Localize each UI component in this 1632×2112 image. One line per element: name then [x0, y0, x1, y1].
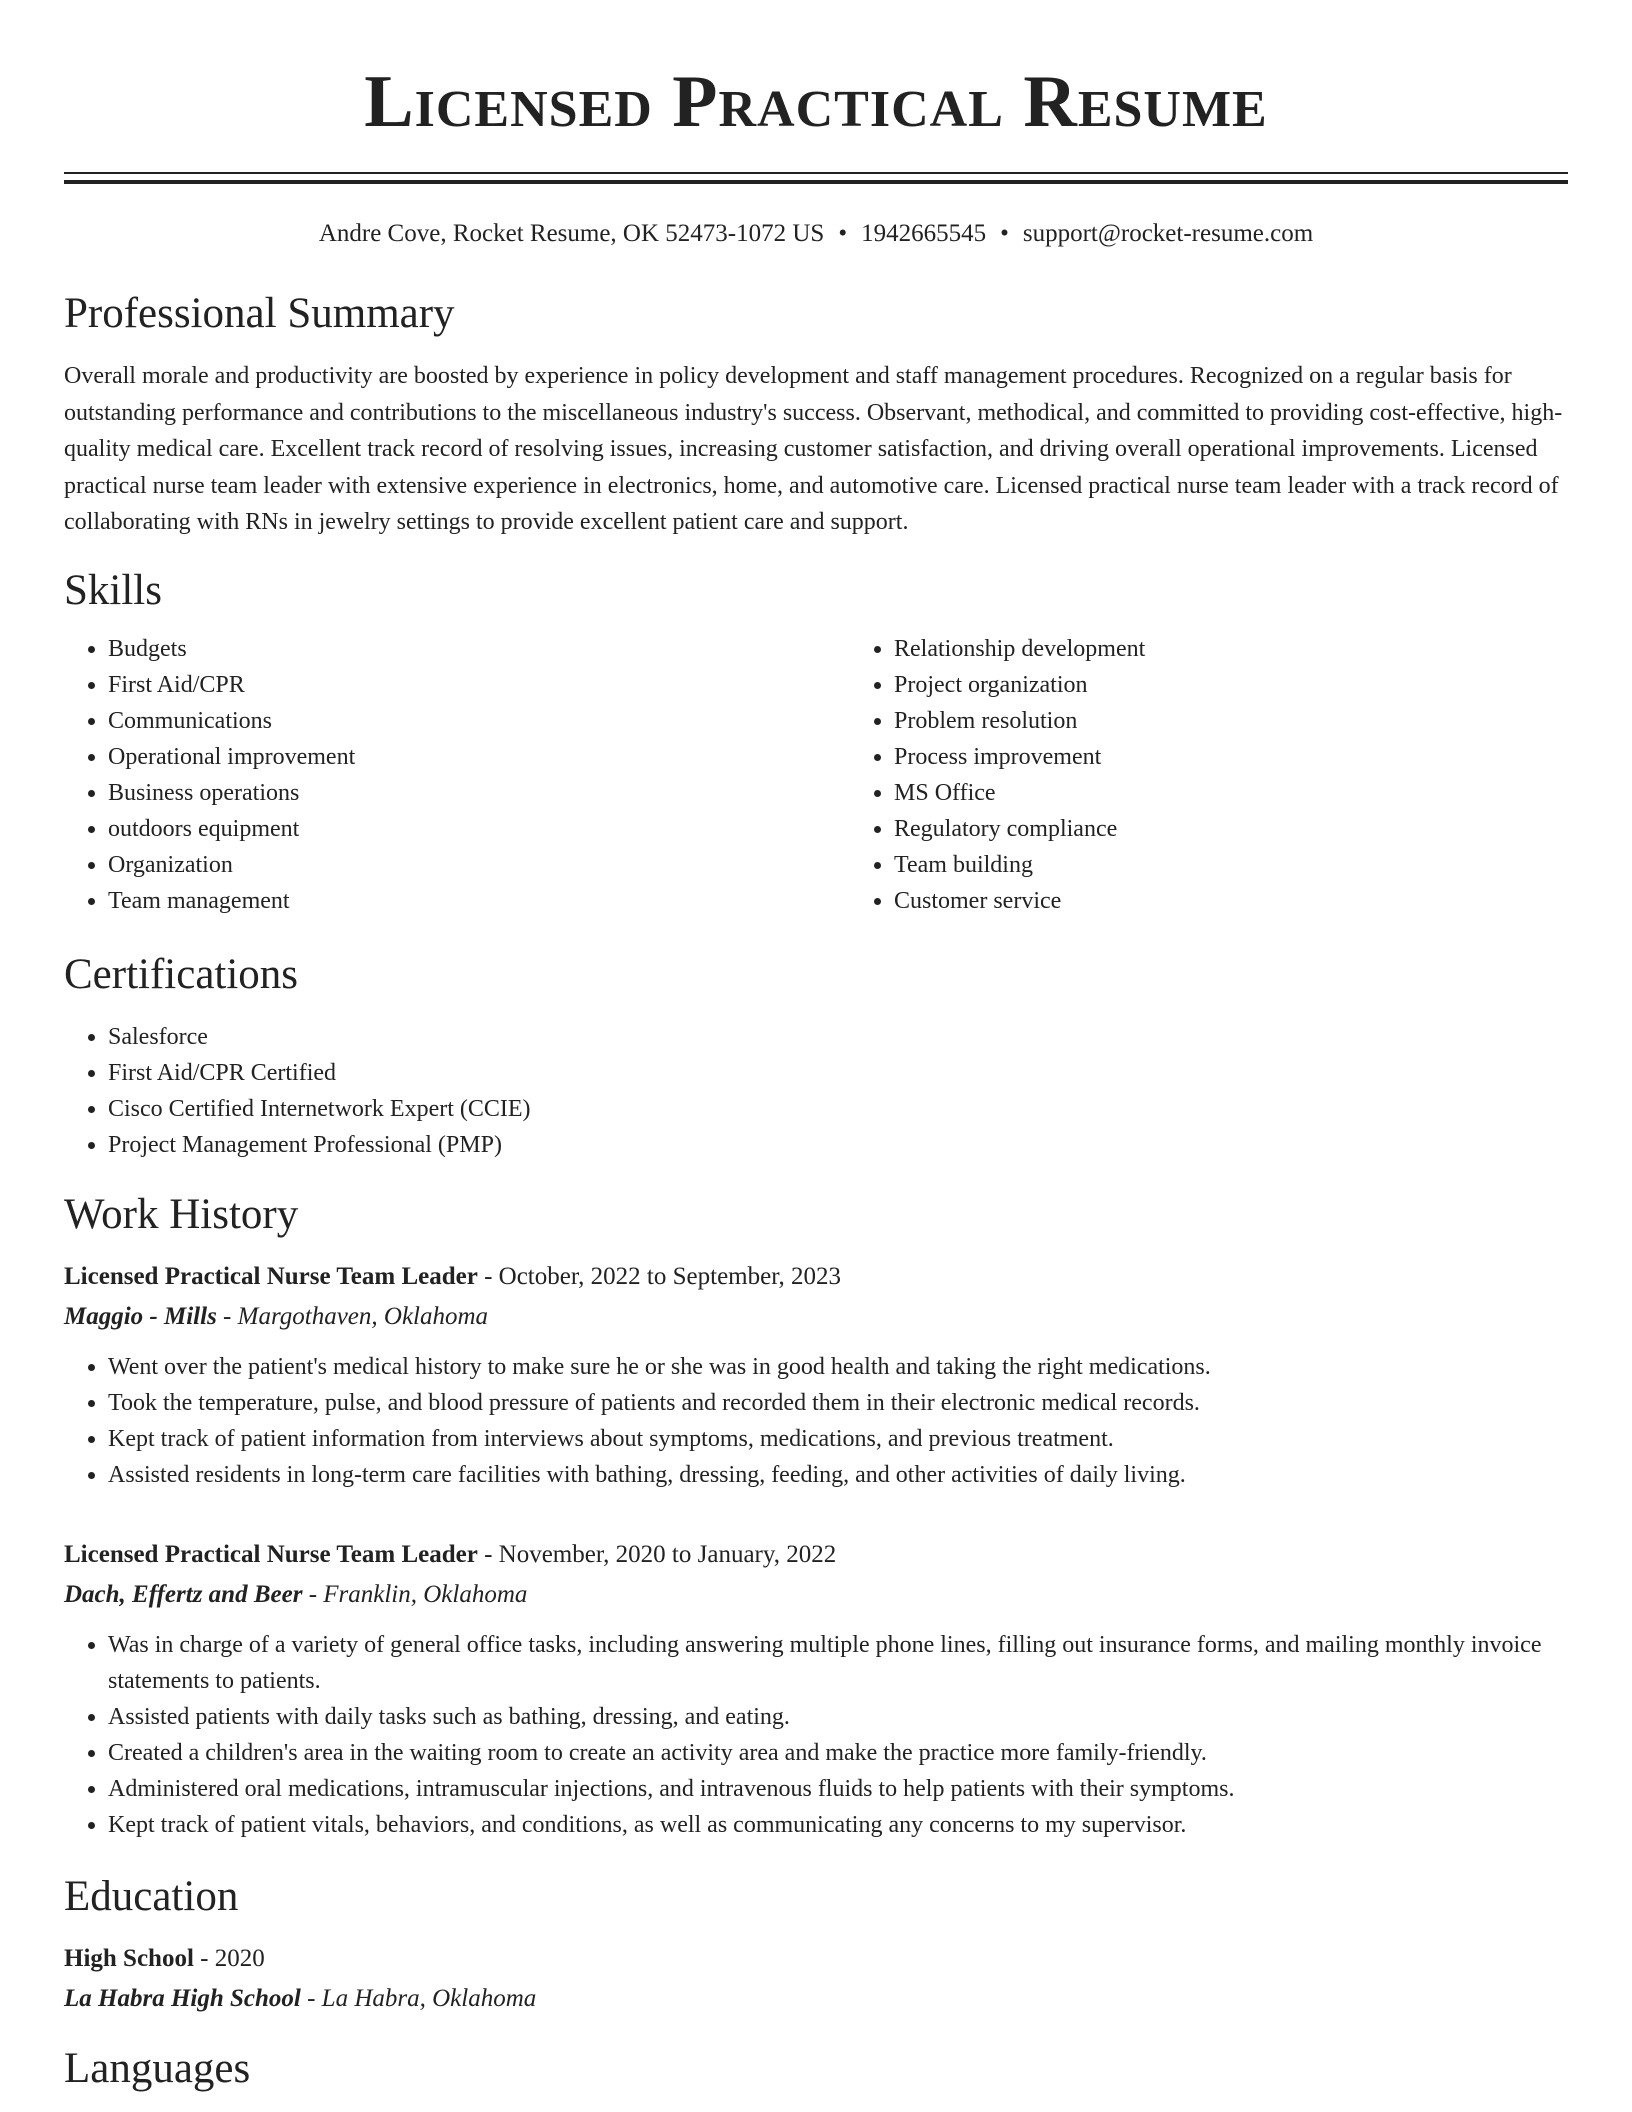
skill-item: • Organization — [108, 847, 850, 883]
skill-item: • Business operations — [108, 775, 850, 811]
company-location: Margothaven, Oklahoma — [237, 1302, 489, 1330]
job-title-line: Licensed Practical Nurse Team Leader - November, 2020 to January, 2022 — [64, 1540, 837, 1568]
certifications-list — [64, 1019, 1568, 1163]
skill-item: • First Aid/CPR — [108, 667, 850, 703]
contact-email: support@rocket-resume.com — [1022, 220, 1314, 247]
certification-item: • First Aid/CPR Certified — [108, 1055, 1568, 1091]
contact-line — [64, 218, 1568, 250]
school-name: La Habra High School — [64, 1984, 301, 2012]
graduation-year: 2020 — [214, 1944, 265, 1972]
summary-text: Overall morale and productivity are boosted by experience in policy development and staff management procedures. Recognized on a regular basis for outstanding performance and contributions to the miscellaneous industry's success. Observant, methodical, and committed to providing cost-effective, high-quality medical care. Excellent track record of resolving issues, increasing customer satisfaction, and driving overall operational improvements. Licensed practical nurse team leader with extensive experience in electronics, home, and automotive care. Licensed practical nurse team leader with a track record of collaborating with RNs in jewelry settings to provide excellent patient care and support. — [64, 363, 1563, 535]
section-heading-languages: Languages — [64, 2044, 251, 2092]
company-name: Dach, Effertz and Beer — [64, 1580, 303, 1608]
school-line: La Habra High School - La Habra, Oklahoma — [64, 1984, 537, 2012]
skill-item: • Process improvement — [894, 739, 1632, 775]
contact-separator: • — [1000, 220, 1009, 247]
languages-section — [64, 2043, 1568, 2095]
contact-phone: 1942665545 — [861, 220, 987, 247]
skill-item: • Problem resolution — [894, 703, 1632, 739]
education-section — [64, 1871, 1568, 2019]
skill-item: • Operational improvement — [108, 739, 850, 775]
job-duty: • Administered oral medications, intramuscular injections, and intravenous fluids to help patients with their symptoms. — [108, 1771, 1568, 1807]
job-duty: • Kept track of patient vitals, behaviors, and conditions, as well as communicating any concerns to my supervisor. — [108, 1807, 1568, 1843]
section-heading-summary: Professional Summary — [64, 290, 455, 337]
skills-section — [64, 565, 1568, 919]
skill-item: • Budgets — [108, 631, 850, 667]
skill-item: • Team building — [894, 847, 1632, 883]
skill-item: • Customer service — [894, 883, 1632, 919]
title-divider — [64, 172, 1568, 184]
job-duty: • Took the temperature, pulse, and blood pressure of patients and recorded them in their electronic medical records. — [108, 1385, 1568, 1421]
summary-section — [64, 288, 1568, 541]
degree-line: High School - 2020 — [64, 1944, 265, 1972]
certification-item: • Cisco Certified Internetwork Expert (CCIE) — [108, 1091, 1568, 1127]
company-line: Dach, Effertz and Beer - Franklin, Oklahoma — [64, 1580, 528, 1608]
skill-item: • Regulatory compliance — [894, 811, 1632, 847]
job-title: Licensed Practical Nurse Team Leader — [64, 1262, 478, 1290]
education-entry — [64, 1939, 1568, 2019]
school-location: La Habra, Oklahoma — [321, 1984, 537, 2012]
section-heading-certifications: Certifications — [64, 950, 299, 998]
contact-separator: • — [838, 220, 848, 247]
job-entry — [64, 1535, 1568, 1843]
job-duty: • Went over the patient's medical history to make sure he or she was in good health and taking the right medications. — [108, 1349, 1568, 1385]
job-duty: • Assisted patients with daily tasks such as bathing, dressing, and eating. — [108, 1699, 1568, 1735]
degree-name: High School — [64, 1944, 194, 1972]
job-duty: • Kept track of patient information from interviews about symptoms, medications, and previous treatment. — [108, 1421, 1568, 1457]
job-dates: October, 2022 to September, 2023 — [498, 1262, 842, 1290]
skill-item: • Relationship development — [894, 631, 1632, 667]
job-entry — [64, 1257, 1568, 1493]
job-duties-list — [64, 1627, 1568, 1843]
company-name: Maggio - Mills — [64, 1302, 217, 1330]
contact-address: Andre Cove, Rocket Resume, OK 52473-1072 US — [318, 220, 825, 247]
certification-item: • Salesforce — [108, 1019, 1568, 1055]
resume-title: Licensed Practical Resume — [364, 61, 1268, 143]
skill-item: • Team management — [108, 883, 850, 919]
job-duty: • Was in charge of a variety of general office tasks, including answering multiple phone lines, filling out insurance forms, and mailing monthly invoice statements to patients. — [108, 1627, 1568, 1699]
skill-item: • Project organization — [894, 667, 1632, 703]
job-title-line: Licensed Practical Nurse Team Leader - October, 2022 to September, 2023 — [64, 1262, 842, 1290]
skills-list-right — [850, 631, 1632, 919]
job-duties-list — [64, 1349, 1568, 1493]
skill-item: • MS Office — [894, 775, 1632, 811]
section-heading-skills: Skills — [64, 566, 162, 614]
job-title: Licensed Practical Nurse Team Leader — [64, 1540, 478, 1568]
section-heading-education: Education — [64, 1872, 239, 1920]
skills-columns — [64, 631, 1568, 919]
work-history-section — [64, 1189, 1568, 1843]
certifications-section — [64, 949, 1568, 1163]
skill-item: • Communications — [108, 703, 850, 739]
skill-item: • outdoors equipment — [108, 811, 850, 847]
certification-item: • Project Management Professional (PMP) — [108, 1127, 1568, 1163]
section-heading-work: Work History — [64, 1190, 299, 1238]
job-dates: November, 2020 to January, 2022 — [498, 1540, 837, 1568]
company-location: Franklin, Oklahoma — [323, 1580, 528, 1608]
skills-list-left — [64, 631, 850, 919]
company-line: Maggio - Mills - Margothaven, Oklahoma — [64, 1302, 489, 1330]
job-duty: • Created a children's area in the waiting room to create an activity area and make the practice more family-friendly. — [108, 1735, 1568, 1771]
job-duty: • Assisted residents in long-term care facilities with bathing, dressing, feeding, and other activities of daily living. — [108, 1457, 1568, 1493]
